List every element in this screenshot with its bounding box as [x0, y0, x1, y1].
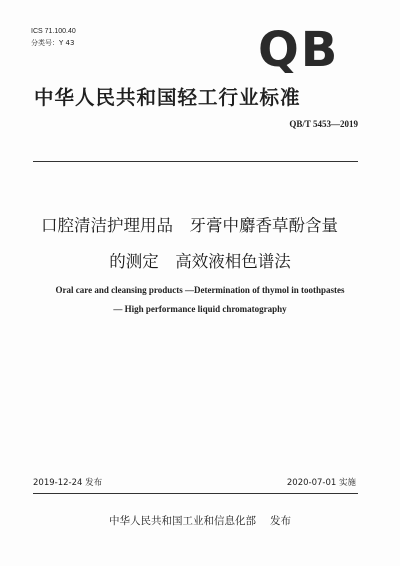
publisher-name: 中华人民共和国工业和信息化部 — [109, 515, 256, 527]
standard-category-title: 中华人民共和国轻工行业标准 — [34, 86, 301, 109]
publisher-line — [0, 514, 400, 528]
issue-date: 2019-12-24 发布 — [33, 478, 103, 488]
top-divider — [33, 161, 358, 162]
bottom-divider — [33, 493, 358, 494]
implementation-date: 2020-07-01 实施 — [286, 478, 356, 488]
standard-number-text: QB/T 5453—2019 — [289, 119, 358, 129]
qb-logo: QB — [258, 22, 340, 78]
standard-number — [289, 119, 358, 130]
chinese-title-line-1: 口腔清洁护理用品 牙膏中麝香草酚含量 — [41, 216, 338, 235]
publish-action: 发布 — [270, 515, 291, 527]
english-title-line-2: — High performance liquid chromatography — [113, 304, 287, 314]
english-title-line-1: Oral care and cleansing products —Determination of thymol in toothpastes — [55, 285, 345, 295]
classification-number: 分类号：Y 43 — [31, 39, 75, 47]
ics-code: ICS 71.100.40 — [31, 28, 76, 35]
chinese-title-line-2: 的测定 高效液相色谱法 — [109, 252, 291, 271]
